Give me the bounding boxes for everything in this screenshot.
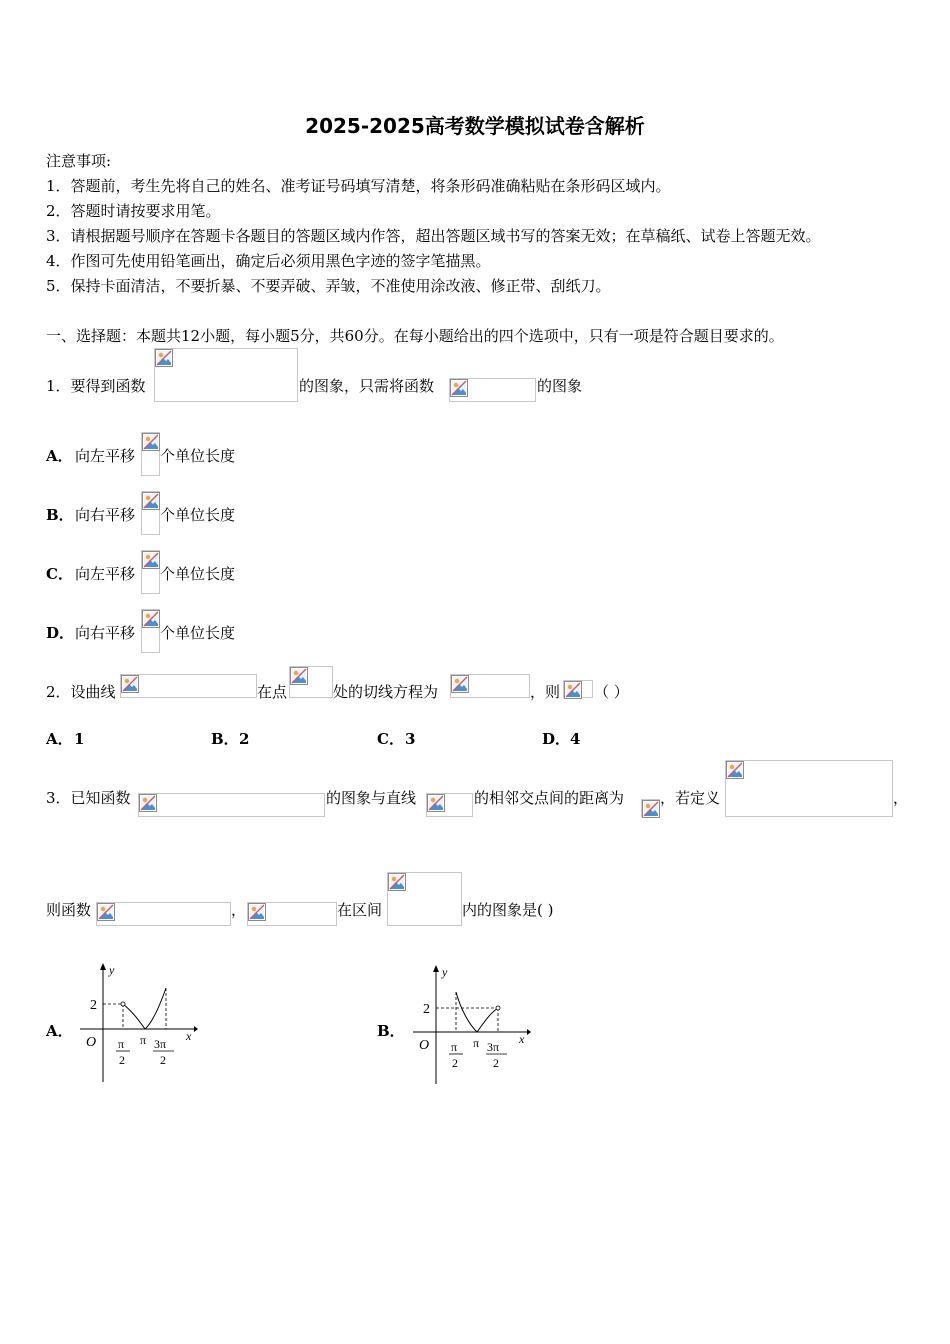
broken-image-icon: [450, 379, 468, 397]
tick-label: π: [118, 1037, 125, 1051]
option-text: 个单位长度: [160, 624, 236, 642]
q3-text-3: 的相邻交点间的距离为: [474, 789, 625, 807]
section-heading: 一、选择题：本题共12小题，每小题5分，共60分。在每小题给出的四个选项中，只有一项是符合题目要求的。: [46, 327, 784, 345]
origin-label: O: [419, 1038, 430, 1053]
q1-text-2: 的图象，只需将函数: [299, 377, 435, 395]
formula-image: [426, 793, 473, 817]
option-letter: C．: [46, 565, 73, 583]
q3-text-7: ，: [231, 901, 247, 919]
option-value: 3: [405, 730, 416, 748]
option-value: 2: [239, 730, 250, 748]
x-axis-label: x: [519, 1032, 525, 1046]
y-axis-label: y: [442, 965, 448, 979]
formula-image: [141, 550, 160, 594]
q3-text-6: 则函数: [46, 901, 92, 919]
q2-text-5: （ ）: [594, 683, 629, 701]
tick-label: π: [451, 1040, 458, 1054]
q3-text-8: 在区间: [337, 901, 383, 919]
option-b-graph: [411, 962, 531, 1087]
option-text: 向左平移: [75, 565, 136, 583]
notes-item: 5．保持卡面清洁，不要折暴、不要弄破、弄皱，不准使用涂改液、修正带、刮纸刀。: [46, 277, 611, 295]
broken-image-icon: [451, 675, 469, 693]
broken-image-icon: [142, 610, 160, 628]
option-letter: B．: [377, 1022, 405, 1040]
notes-item: 2．答题时请按要求用笔。: [46, 202, 221, 220]
page-title: 2025-2025高考数学模拟试卷含解析: [305, 114, 645, 138]
option-letter: D．: [46, 624, 75, 642]
broken-image-icon: [139, 794, 157, 812]
formula-image: [289, 666, 333, 698]
formula-image: [154, 348, 298, 402]
broken-image-icon: [248, 903, 266, 921]
formula-image: [141, 491, 160, 535]
tick-label: 2: [493, 1056, 499, 1070]
y-axis-label: y: [109, 963, 115, 977]
option-letter: D．: [542, 730, 571, 748]
option-letter: A．: [46, 730, 73, 748]
notes-item: 1．答题前，考生先将自己的姓名、准考证号码填写清楚，将条形码准确粘贴在条形码区域内。: [46, 177, 671, 195]
notes-item: 4．作图可先使用铅笔画出，确定后必须用黑色字迹的签字笔描黑。: [46, 252, 491, 270]
formula-image: [247, 902, 337, 926]
formula-image: [141, 609, 160, 653]
x-axis-label: x: [186, 1029, 192, 1043]
option-a-graph: [78, 960, 198, 1085]
option-text: 向右平移: [75, 506, 136, 524]
formula-image: [725, 760, 893, 817]
formula-image: [450, 674, 530, 698]
broken-image-icon: [290, 667, 308, 685]
broken-image-icon: [726, 761, 744, 779]
q2-text-2: 在点: [257, 683, 288, 701]
option-letter: B．: [211, 730, 239, 748]
q1-text-1: 1．要得到函数: [46, 377, 146, 395]
q2-text-1: 2．设曲线: [46, 683, 116, 701]
broken-image-icon: [564, 681, 582, 699]
function-curve: [123, 988, 166, 1029]
option-letter: A．: [46, 447, 73, 465]
broken-image-icon: [142, 551, 160, 569]
tick-label: π: [473, 1036, 480, 1050]
formula-image: [120, 674, 257, 698]
tick-label: 2: [160, 1053, 166, 1067]
formula-image: [563, 680, 593, 698]
option-letter: B．: [46, 506, 74, 524]
q2-text-3: 处的切线方程为: [333, 683, 439, 701]
q3-text-2: 的图象与直线: [326, 789, 417, 807]
formula-image: [141, 432, 160, 476]
broken-image-icon: [427, 794, 445, 812]
option-letter: C．: [377, 730, 404, 748]
tick-label: 2: [119, 1053, 125, 1067]
q1-text-3: 的图象: [537, 377, 583, 395]
option-text: 向左平移: [75, 447, 136, 465]
tick-label: 3π: [487, 1040, 500, 1054]
tick-label: 3π: [154, 1037, 167, 1051]
broken-image-icon: [142, 433, 160, 451]
q3-text-1: 3．已知函数: [46, 789, 131, 807]
notes-heading: 注意事项:: [46, 152, 112, 170]
option-text: 向右平移: [75, 624, 136, 642]
function-curve: [456, 992, 498, 1032]
formula-image: [641, 799, 660, 817]
tick-label: 2: [452, 1056, 458, 1070]
broken-image-icon: [121, 675, 139, 693]
formula-image: [138, 793, 325, 817]
q3-text-9: 内的图象是( ): [462, 901, 554, 919]
formula-image: [387, 872, 462, 926]
option-text: 个单位长度: [160, 565, 236, 583]
option-value: 1: [74, 730, 85, 748]
origin-label: O: [86, 1035, 97, 1050]
formula-image: [449, 378, 536, 402]
formula-image: [96, 902, 231, 926]
tick-label: π: [140, 1033, 147, 1047]
broken-image-icon: [142, 492, 160, 510]
broken-image-icon: [642, 800, 660, 818]
tick-label-2: 2: [423, 1002, 430, 1017]
tick-label-2: 2: [90, 998, 97, 1013]
option-value: 4: [570, 730, 581, 748]
option-text: 个单位长度: [160, 447, 236, 465]
broken-image-icon: [155, 349, 173, 367]
broken-image-icon: [388, 873, 406, 891]
option-text: 个单位长度: [160, 506, 236, 524]
q3-text-5: ，: [893, 789, 909, 807]
broken-image-icon: [97, 903, 115, 921]
q2-text-4: ，则: [530, 683, 561, 701]
option-letter: A．: [46, 1022, 73, 1040]
notes-item: 3．请根据题号顺序在答题卡各题目的答题区域内作答，超出答题区域书写的答案无效；在草稿纸、试卷上答题无效。: [46, 227, 821, 245]
q3-text-4: ，若定义: [660, 789, 721, 807]
